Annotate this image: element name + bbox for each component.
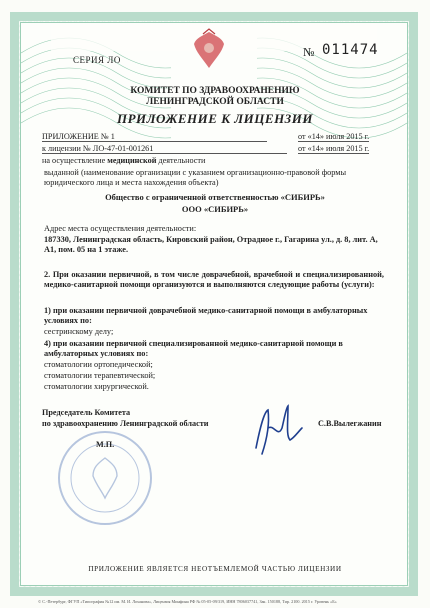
service-item-4-sub2: стоматологии терапевтической; [44, 371, 156, 380]
handwritten-signature-icon [248, 398, 308, 458]
license-date: от «14» июля 2015 г. [298, 144, 370, 153]
signer-position-line2: по здравоохранению Ленинградской области [42, 419, 209, 428]
service-item-1-sub: сестринскому делу; [44, 327, 114, 336]
license-number: 011474 [322, 42, 379, 58]
activity-line: на осуществление медицинской деятельности [42, 156, 206, 165]
address-label: Адрес места осуществления деятельности: [44, 224, 197, 233]
issuer-line1: КОМИТЕТ ПО ЗДРАВООХРАНЕНИЮ [130, 86, 300, 96]
signer-name: С.В.Вылегжанин [318, 419, 382, 428]
footer-note: ПРИЛОЖЕНИЕ ЯВЛЯЕТСЯ НЕОТЪЕМЛЕМОЙ ЧАСТЬЮ ЛИЦЕНЗИИ [88, 565, 342, 573]
address-value: 187330, Ленинградская область, Кировский район, Отрадное г., Гагарина ул., д. 8, лит. А, А1, пом. 05 на 1 этаже. [44, 235, 378, 255]
issued-note: выданной (наименование организации с указанием организационно-правовой формы юридического лица и места нахождения объекта) [44, 168, 347, 188]
license-ref: к лицензии № ЛО-47-01-001261 [42, 144, 287, 154]
document-title: ПРИЛОЖЕНИЕ К ЛИЦЕНЗИИ [116, 111, 314, 126]
issuer-line2: ЛЕНИНГРАДСКОЙ ОБЛАСТИ [146, 97, 284, 107]
appendix-number: ПРИЛОЖЕНИЕ № 1 [42, 132, 267, 142]
service-item-4: 4) при оказании первичной специализированной медико-санитарной помощи в амбулаторных условиях по: [44, 339, 343, 359]
service-item-4-sub3: стоматологии хирургической. [44, 382, 149, 391]
services-intro: 2. При оказании первичной, в том числе доврачебной, врачебной и специализированной, медико-санитарной помощи организуются и выполняются следующие работы (услуги): [44, 270, 384, 290]
appendix-date: от «14» июля 2015 г. [298, 132, 370, 141]
service-item-1: 1) при оказании первичной доврачебной медико-санитарной помощи в амбулаторных условиях по: [44, 306, 368, 326]
service-item-4-sub1: стоматологии ортопедической; [44, 360, 153, 369]
signer-position-line1: Председатель Комитета [42, 408, 131, 417]
series-label: СЕРИЯ ЛО [73, 55, 121, 65]
organization-short-name: ООО «СИБИРЬ» [181, 204, 249, 214]
stamp-place-label: М.П. [96, 440, 115, 449]
printer-imprint: © С.-Петербург, ФГУП «Типография №12 им. М. И. Лоханова», Лицензия Минфина РФ № 05-05-09/319, ИНН 7806037741, Зак. 150188, Тир. 2100. 2015 г. Уровень «Б» [38, 599, 337, 604]
coat-of-arms-icon [192, 28, 226, 72]
number-label: № [303, 45, 315, 59]
organization-full-name: Общество с ограниченной ответственностью «СИБИРЬ» [105, 192, 325, 202]
